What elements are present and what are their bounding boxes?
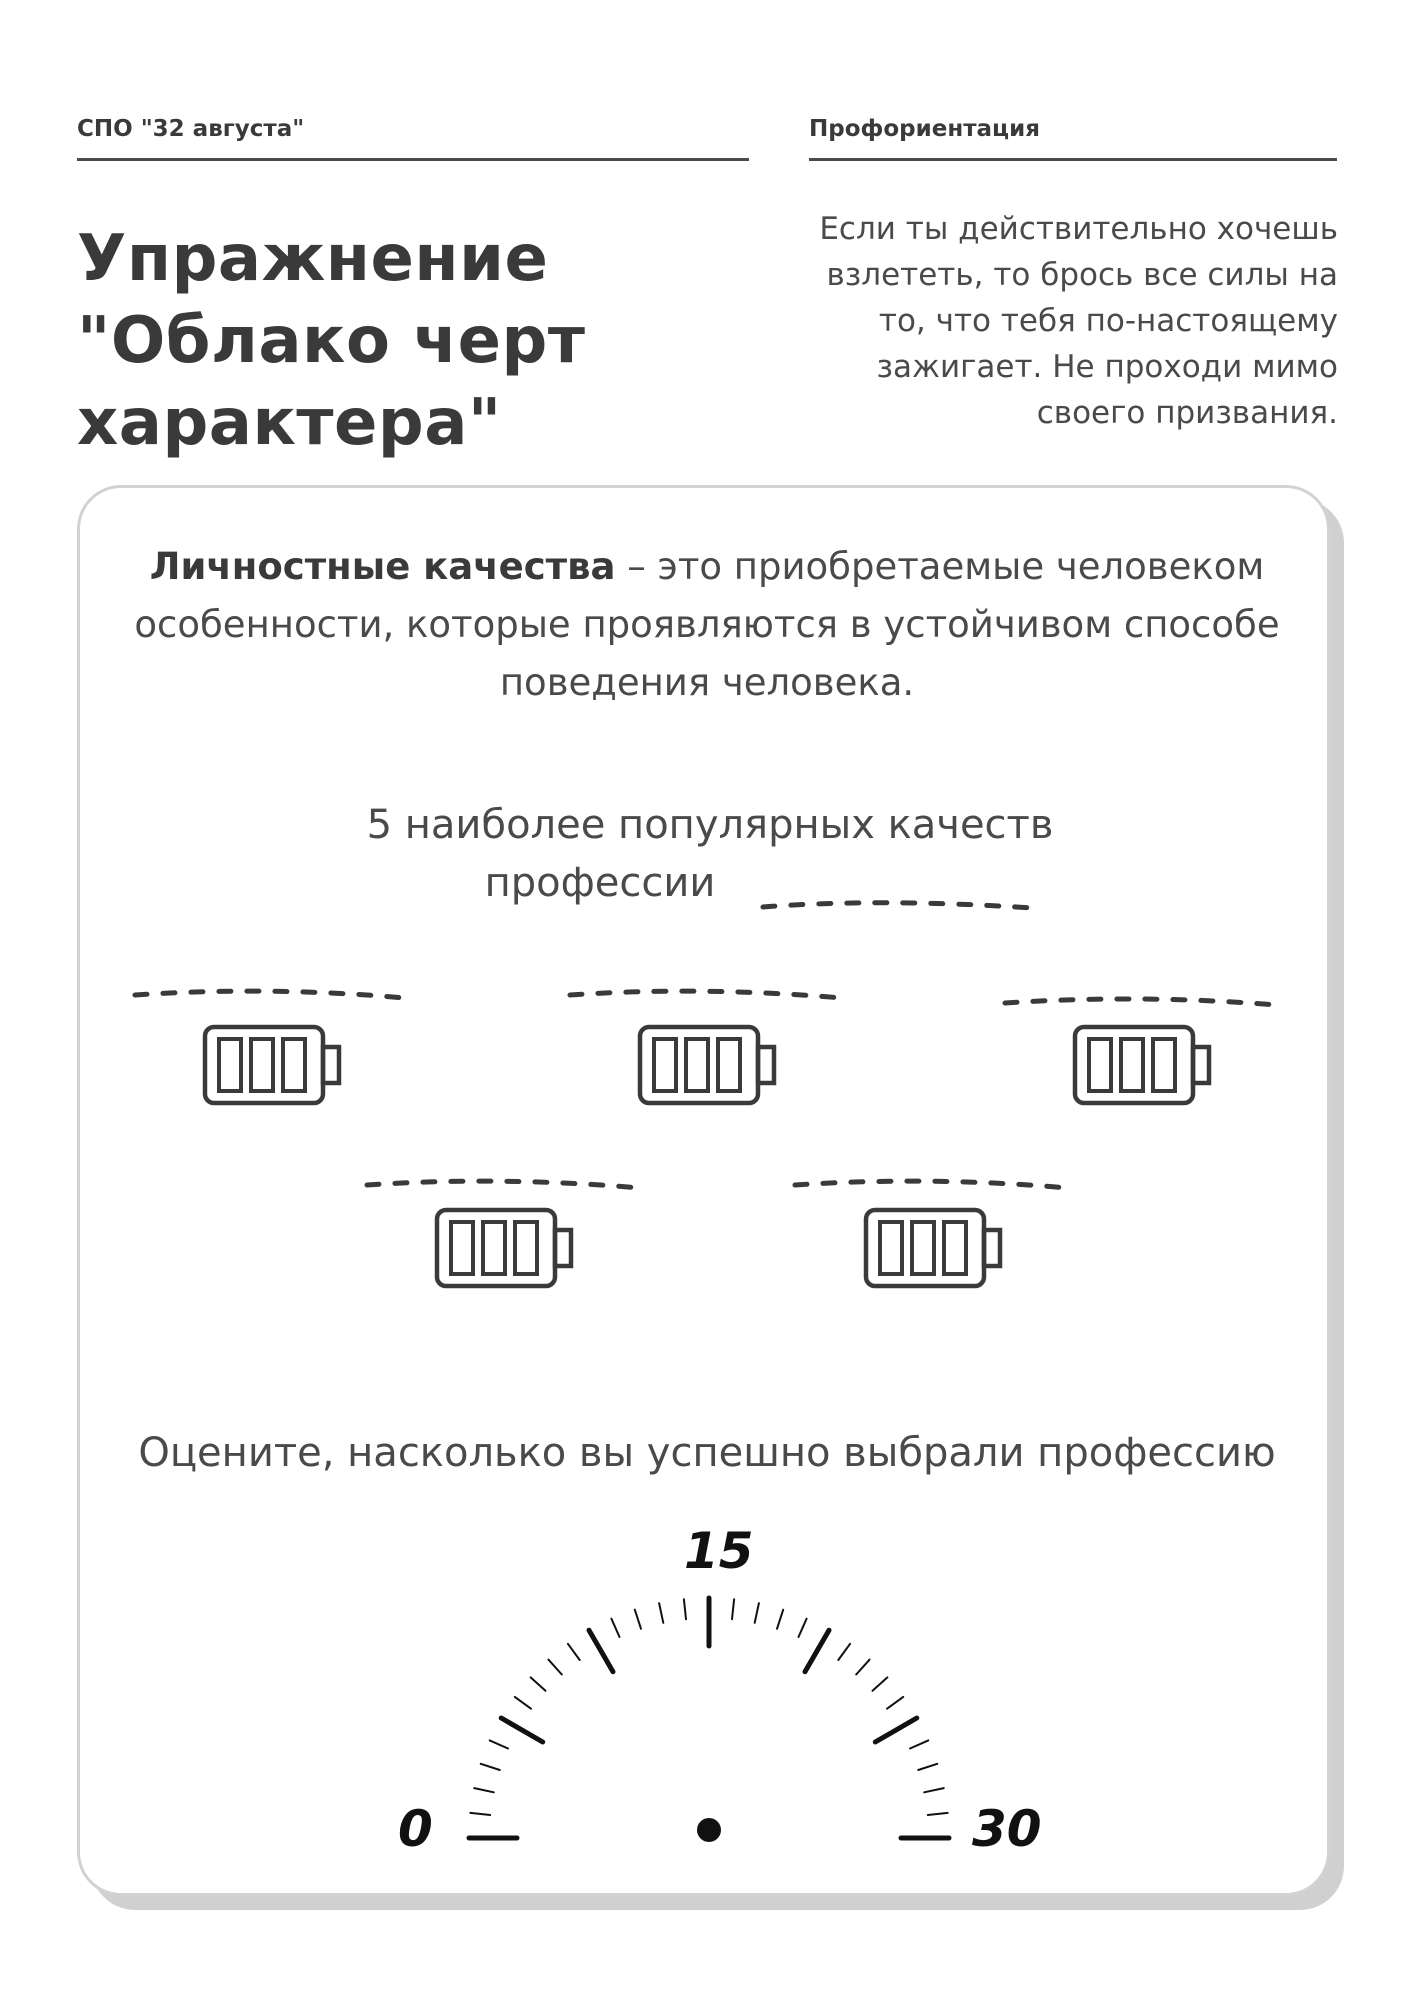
blank-line-quality-4 — [367, 1181, 640, 1188]
gauge-minor-tick — [568, 1644, 580, 1660]
page-title: Упражнение "Облако черт характера" — [77, 222, 586, 460]
gauge-minor-tick — [515, 1697, 531, 1709]
gauge-major-tick — [589, 1630, 613, 1672]
gauge-minor-tick — [887, 1697, 903, 1709]
qualities-heading-line2: профессии — [484, 860, 716, 906]
definition-text: – это приобретаемые человеком особенности, которые проявляются в устойчивом способе поведения человека. — [134, 545, 1280, 704]
gauge-major-tick — [501, 1718, 543, 1742]
gauge-minor-tick — [755, 1603, 759, 1623]
gauge-minor-tick — [531, 1677, 546, 1690]
gauge-minor-tick — [684, 1599, 686, 1619]
blank-line-quality-3 — [1005, 999, 1277, 1005]
gauge-minor-tick — [659, 1603, 663, 1623]
header-section: Профориентация — [809, 116, 1337, 161]
gauge-minor-tick — [490, 1740, 508, 1748]
battery-icon — [640, 1027, 774, 1103]
gauge-minor-tick — [732, 1599, 734, 1619]
gauge-minor-tick — [635, 1610, 641, 1629]
gauge-minor-tick — [611, 1619, 619, 1637]
gauge-minor-tick — [856, 1660, 869, 1675]
gauge-minor-tick — [548, 1660, 561, 1675]
gauge-label-min: 0 — [398, 1800, 433, 1858]
gauge-pivot — [697, 1818, 721, 1842]
gauge-label-mid: 15 — [684, 1522, 754, 1580]
gauge-minor-tick — [481, 1764, 500, 1770]
gauge-major-tick — [875, 1718, 917, 1742]
gauge-minor-tick — [910, 1740, 928, 1748]
blank-line-quality-5 — [795, 1181, 1068, 1188]
gauge-label-max: 30 — [972, 1800, 1042, 1858]
gauge-minor-tick — [928, 1813, 948, 1815]
blank-line-quality-1 — [135, 991, 405, 998]
definition-term: Личностные качества — [149, 545, 616, 588]
battery-icon — [437, 1210, 571, 1286]
gauge-minor-tick — [474, 1788, 494, 1792]
gauge-minor-tick — [873, 1677, 888, 1690]
gauge-minor-tick — [799, 1619, 807, 1637]
rating-gauge — [469, 1598, 949, 1838]
gauge-minor-tick — [838, 1644, 850, 1660]
gauge-minor-tick — [918, 1764, 937, 1770]
gauge-minor-tick — [777, 1610, 783, 1629]
battery-icon — [1075, 1027, 1209, 1103]
gauge-minor-tick — [924, 1788, 944, 1792]
gauge-major-tick — [805, 1630, 829, 1672]
blank-line-heading — [763, 903, 1032, 908]
qualities-heading-line1: 5 наиболее популярных качеств — [366, 802, 1054, 848]
battery-icon — [205, 1027, 339, 1103]
battery-icon — [866, 1210, 1000, 1286]
header-organization: СПО "32 августа" — [77, 116, 749, 161]
rating-prompt: Оцените, насколько вы успешно выбрали профессию — [138, 1430, 1276, 1476]
blank-line-quality-2 — [570, 991, 842, 998]
motivational-quote: Если ты действительно хочешь взлететь, то брось все силы на то, что тебя по-настоящему зажигает. Не проходи мимо своего призвания. — [819, 211, 1338, 431]
gauge-minor-tick — [470, 1813, 490, 1815]
